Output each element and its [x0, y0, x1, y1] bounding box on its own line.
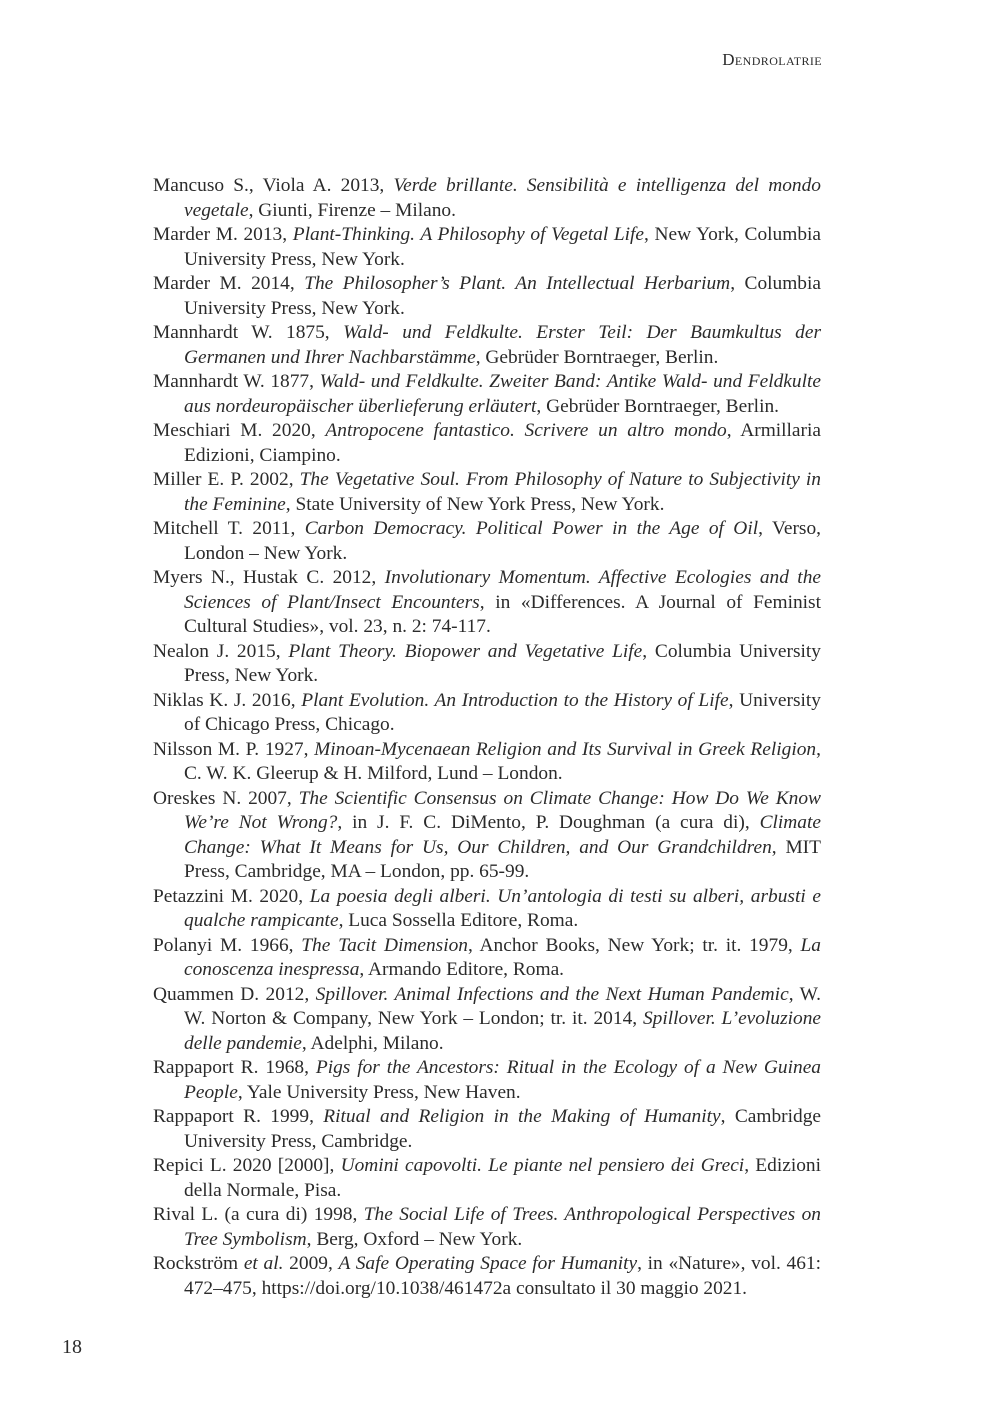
reference-title: Wald- und Feldkulte. Zweiter Band: Antike Wald- und Feldkulte aus nordeuropäischer überlieferung erläutert [184, 371, 821, 417]
reference-text: Rockström [153, 1253, 244, 1274]
reference-text: , Giunti, Firenze – Milano. [248, 199, 456, 221]
reference-title: Spillover. Animal Infections and the Next Human Pandemic [315, 983, 789, 1005]
reference-text: Mannhardt W. 1875, [153, 322, 344, 343]
reference-title: Plant-Thinking. A Philosophy of Vegetal Life [292, 224, 645, 245]
reference-text: Marder M. 2014, [153, 273, 305, 294]
reference-entry [153, 689, 821, 738]
reference-entry [153, 174, 821, 223]
reference-title: Involutionary Momentum. Affective Ecologies and the Sciences of Plant/Insect Encounters [184, 567, 821, 613]
reference-text: Nealon J. 2015, [153, 640, 289, 662]
reference-title: et al. [243, 1253, 284, 1274]
reference-text: , Columbia University Press, New York. [184, 640, 822, 686]
reference-text: , Armando Editore, Roma. [359, 959, 565, 980]
reference-entry [153, 272, 821, 321]
reference-entry [153, 934, 821, 983]
reference-text: , Edizioni della Normale, Pisa. [184, 1155, 821, 1201]
reference-text: Mannhardt W. 1877, [153, 371, 320, 392]
reference-text: Rappaport R. 1968, [153, 1057, 316, 1078]
reference-text: , Yale University Press, New Haven. [237, 1081, 521, 1103]
reference-text: , in «Nature», vol. 461: 472–475, https://doi.org/10.1038/461472a consultato il 30 maggio 2021. [184, 1253, 821, 1299]
reference-title: Ritual and Religion in the Making of Humanity [323, 1106, 721, 1127]
reference-text: Petazzini M. 2020, [153, 885, 310, 907]
reference-title: Wald- und Feldkulte. Erster Teil: Der Baumkultus der Germanen und Ihrer Nachbarstämme [184, 322, 821, 368]
reference-title: La poesia degli alberi. Un’antologia di testi su alberi, arbusti e qualche rampicante [184, 885, 821, 931]
reference-title: Climate Change: What It Means for Us, Our Children, and Our Grandchildren [184, 812, 821, 858]
reference-text: , W. W. Norton & Company, New York – London; tr. it. 2014, [184, 983, 822, 1029]
reference-entry [153, 738, 821, 787]
reference-title: Antropocene fantastico. Scrivere un altro mondo [325, 420, 727, 441]
reference-entry [153, 983, 821, 1057]
reference-entry [153, 885, 821, 934]
reference-title: The Social Life of Trees. Anthropological Perspectives on Tree Symbolism [184, 1204, 821, 1250]
reference-title: Minoan-Mycenaean Religion and Its Survival in Greek Religion [314, 738, 817, 760]
reference-entry [153, 1056, 821, 1105]
reference-text: , Luca Sossella Editore, Roma. [338, 910, 579, 931]
reference-text: , University of Chicago Press, Chicago. [184, 689, 822, 735]
reference-text: Quammen D. 2012, [153, 983, 316, 1005]
reference-text: , C. W. K. Gleerup & H. Milford, Lund – London. [184, 738, 821, 784]
reference-text: , Gebrüder Borntraeger, Berlin. [475, 346, 719, 368]
reference-entry [153, 566, 821, 640]
reference-entry [153, 370, 821, 419]
reference-entry [153, 640, 821, 689]
reference-text: Mitchell T. 2011, [153, 518, 305, 539]
reference-text: Repici L. 2020 [2000], [153, 1155, 341, 1176]
reference-entry [153, 223, 821, 272]
reference-title: Spillover. L’evoluzione delle pandemie [184, 1008, 821, 1054]
reference-title: The Vegetative Soul. From Philosophy of Nature to Subjectivity in the Feminine [184, 469, 821, 515]
reference-text: 2009, [283, 1253, 339, 1274]
reference-text: Niklas K. J. 2016, [153, 689, 302, 711]
reference-entry [153, 1105, 821, 1154]
reference-text: Meschiari M. 2020, [153, 420, 326, 441]
reference-title: Plant Evolution. An Introduction to the History of Life [301, 689, 729, 711]
reference-title: The Tacit Dimension [301, 934, 468, 956]
reference-title: The Philosopher’s Plant. An Intellectual Herbarium [304, 273, 731, 294]
page-number: 18 [62, 1336, 82, 1358]
running-head: Dendrolatrie [722, 50, 822, 69]
reference-text: , Verso, London – New York. [184, 518, 821, 564]
reference-entry [153, 517, 821, 566]
reference-text: Nilsson M. P. 1927, [153, 738, 315, 760]
reference-text: , Armillaria Edizioni, Ciampino. [184, 420, 821, 466]
reference-title: Verde brillante. Sensibilità e intelligenza del mondo vegetale [184, 175, 822, 221]
reference-title: Carbon Democracy. Political Power in the Age of Oil [304, 518, 759, 539]
reference-entry [153, 1252, 821, 1301]
reference-title: La conoscenza inespressa [184, 934, 821, 980]
reference-title: Pigs for the Ancestors: Ritual in the Ecology of a New Guinea People [184, 1057, 821, 1103]
reference-text: , Cambridge University Press, Cambridge. [184, 1106, 821, 1152]
reference-text: , MIT Press, Cambridge, MA – London, pp. 65-99. [184, 836, 821, 882]
reference-text: Rival L. (a cura di) 1998, [153, 1204, 364, 1225]
reference-entry [153, 419, 821, 468]
reference-text: , in J. F. C. DiMento, P. Doughman (a cura di), [337, 812, 760, 833]
reference-text: , Anchor Books, New York; tr. it. 1979, [467, 934, 801, 956]
reference-title: The Scientific Consensus on Climate Change: How Do We Know We’re Not Wrong? [184, 787, 821, 833]
reference-text: Marder M. 2013, [153, 224, 293, 245]
reference-list [153, 174, 821, 1301]
reference-text: , New York, Columbia University Press, New York. [184, 224, 822, 270]
reference-text: , Columbia University Press, New York. [184, 273, 821, 319]
reference-text: , Gebrüder Borntraeger, Berlin. [536, 395, 779, 417]
reference-text: , State University of New York Press, New York. [285, 493, 665, 515]
reference-text: Miller E. P. 2002, [153, 469, 300, 490]
reference-text: , Berg, Oxford – New York. [306, 1228, 523, 1250]
reference-text: Mancuso S., Viola A. 2013, [153, 175, 394, 196]
reference-entry [153, 1203, 821, 1252]
reference-text: Rappaport R. 1999, [153, 1106, 324, 1127]
reference-entry [153, 1154, 821, 1203]
reference-entry [153, 468, 821, 517]
reference-text: , Adelphi, Milano. [301, 1032, 444, 1054]
reference-text: Polanyi M. 1966, [153, 934, 302, 956]
reference-text: , in «Differences. A Journal of Feminist Cultural Studies», vol. 23, n. 2: 74-117. [184, 591, 821, 637]
reference-title: Uomini capovolti. Le piante nel pensiero dei Greci [340, 1155, 745, 1176]
reference-entry [153, 321, 821, 370]
reference-text: Myers N., Hustak C. 2012, [153, 567, 385, 588]
reference-entry [153, 787, 821, 885]
reference-text: Oreskes N. 2007, [153, 787, 299, 809]
reference-title: A Safe Operating Space for Humanity [338, 1253, 638, 1274]
reference-title: Plant Theory. Biopower and Vegetative Life [288, 640, 643, 662]
